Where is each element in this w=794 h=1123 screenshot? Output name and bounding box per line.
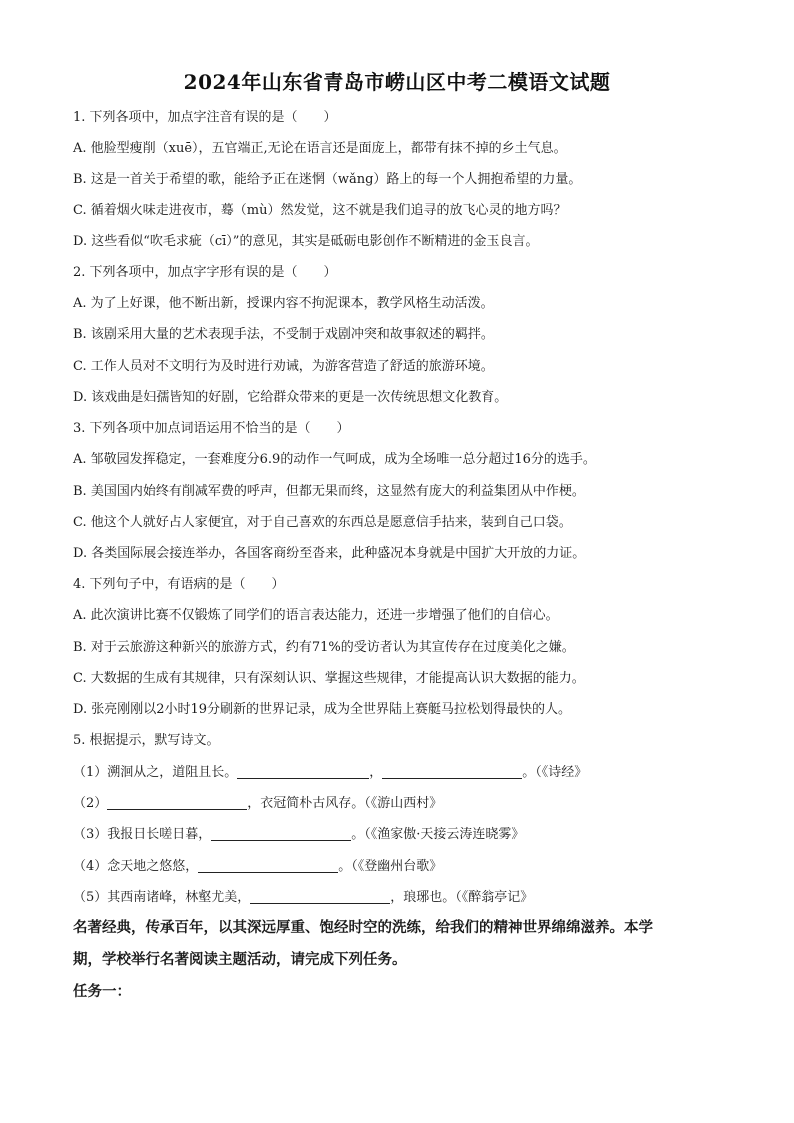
q5-item-3-blank[interactable] (211, 826, 351, 841)
q1-option-c: C. 循着烟火味走进夜市，蓦（mù）然发觉，这不就是我们追寻的放飞心灵的地方吗？ (73, 203, 567, 218)
q5-item-1 (73, 763, 753, 783)
q3-option-a: A. 邹敬园发挥稳定，一套难度分6.9的动作一气呵成，成为全场唯一总分超过16分的选手。 (73, 452, 596, 467)
q2-option-b: B. 该剧采用大量的艺术表现手法，不受制于戏剧冲突和故事叙述的羁拌。 (73, 327, 494, 342)
q5-item-1-separator: ， (369, 765, 383, 780)
q3-option-d: D. 各类国际展会接连举办，各国客商纷至沓来，此种盛况本身就是中国扩大开放的力证。 (73, 546, 586, 561)
q5-item-1-blank-2[interactable] (382, 764, 522, 779)
q5-item-5-prefix: （5）其西南诸峰，林壑尤美， (73, 890, 251, 905)
page-title: 2024年山东省青岛市崂山区中考二模语文试题 (183, 70, 611, 94)
q4-stem: 4. 下列句子中，有语病的是（ ） (73, 577, 285, 592)
q4-option-d: D. 张亮刚刚以2小时19分刷新的世界记录，成为全世界陆上赛艇马拉松划得最快的人。 (73, 702, 572, 717)
q5-item-1-suffix: 。（《诗经》 (522, 765, 588, 780)
q5-item-2-suffix: ，衣冠简朴古风存。（《游山西村》 (247, 796, 443, 811)
q5-item-5-blank[interactable] (250, 889, 390, 904)
q5-stem: 5. 根据提示，默写诗文。 (73, 733, 220, 748)
q5-item-2 (73, 794, 753, 814)
q3-option-c: C. 他这个人就好占人家便宜，对于自己喜欢的东西总是愿意信手拈来，装到自己口袋。 (73, 515, 572, 530)
q2-option-c: C. 工作人员对不文明行为及时进行劝诫，为游客营造了舒适的旅游环境。 (73, 359, 494, 374)
q5-item-1-prefix: （1）溯洄从之，道阻且长。 (73, 765, 238, 780)
q2-option-a: A. 为了上好课，他不断出新，授课内容不拘泥课本，教学风格生动活泼。 (73, 296, 494, 311)
q2-stem: 2. 下列各项中，加点字字形有误的是（ ） (73, 265, 337, 280)
intro-paragraph-line-1: 名著经典，传承百年，以其深远厚重、饱经时空的洗练，给我们的精神世界绵绵滋养。本学 (73, 919, 653, 936)
q1-option-b: B. 这是一首关于希望的歌，能给予正在迷惘（wǎng）路上的每一个人拥抱希望的力量。 (73, 172, 582, 187)
q5-item-5-suffix: ，琅琊也。（《醉翁亭记》 (390, 890, 534, 905)
q1-option-d: D. 这些看似“吹毛求疵（cī）”的意见，其实是砥砺电影创作不断精进的金玉良言。 (73, 234, 539, 249)
q5-item-3-prefix: （3）我报日长嗟日暮， (73, 827, 212, 842)
q3-stem: 3. 下列各项中加点词语运用不恰当的是（ ） (73, 421, 350, 436)
q5-item-3-suffix: 。（《渔家傲·天接云涛连晓雾》 (351, 827, 525, 842)
q5-item-2-blank[interactable] (107, 795, 247, 810)
q5-item-4-suffix: 。（《登幽州台歌》 (338, 859, 443, 874)
q5-item-5 (73, 888, 753, 908)
q3-option-b: B. 美国国内始终有削减军费的呼声，但都无果而终，这显然有庞大的利益集团从中作梗。 (73, 484, 585, 499)
q4-option-a: A. 此次演讲比赛不仅锻炼了同学们的语言表达能力，还进一步增强了他们的自信心。 (73, 608, 559, 623)
q4-option-c: C. 大数据的生成有其规律，只有深刻认识、掌握这些规律，才能提高认识大数据的能力。 (73, 671, 585, 686)
q1-stem: 1. 下列各项中，加点字注音有误的是（ ） (73, 110, 337, 125)
q5-item-4-prefix: （4）念天地之悠悠， (73, 859, 199, 874)
q2-option-d: D. 该戏曲是妇孺皆知的好剧，它给群众带来的更是一次传统思想文化教育。 (73, 390, 508, 405)
q5-item-4 (73, 857, 753, 877)
q5-item-3 (73, 825, 753, 845)
q5-item-4-blank[interactable] (198, 858, 338, 873)
task-1-heading: 任务一： (73, 983, 131, 1000)
q1-option-a: A. 他脸型瘦削（xuē），五官端正,无论在语言还是面庞上，都带有抹不掉的乡土气息。 (73, 141, 567, 156)
q5-item-2-prefix: （2） (73, 796, 108, 811)
q4-option-b: B. 对于云旅游这种新兴的旅游方式，约有71%的受访者认为其宣传存在过度美化之嫌。 (73, 640, 575, 655)
q5-item-1-blank-1[interactable] (237, 764, 369, 779)
intro-paragraph-line-2: 期，学校举行名著阅读主题活动，请完成下列任务。 (73, 951, 407, 968)
